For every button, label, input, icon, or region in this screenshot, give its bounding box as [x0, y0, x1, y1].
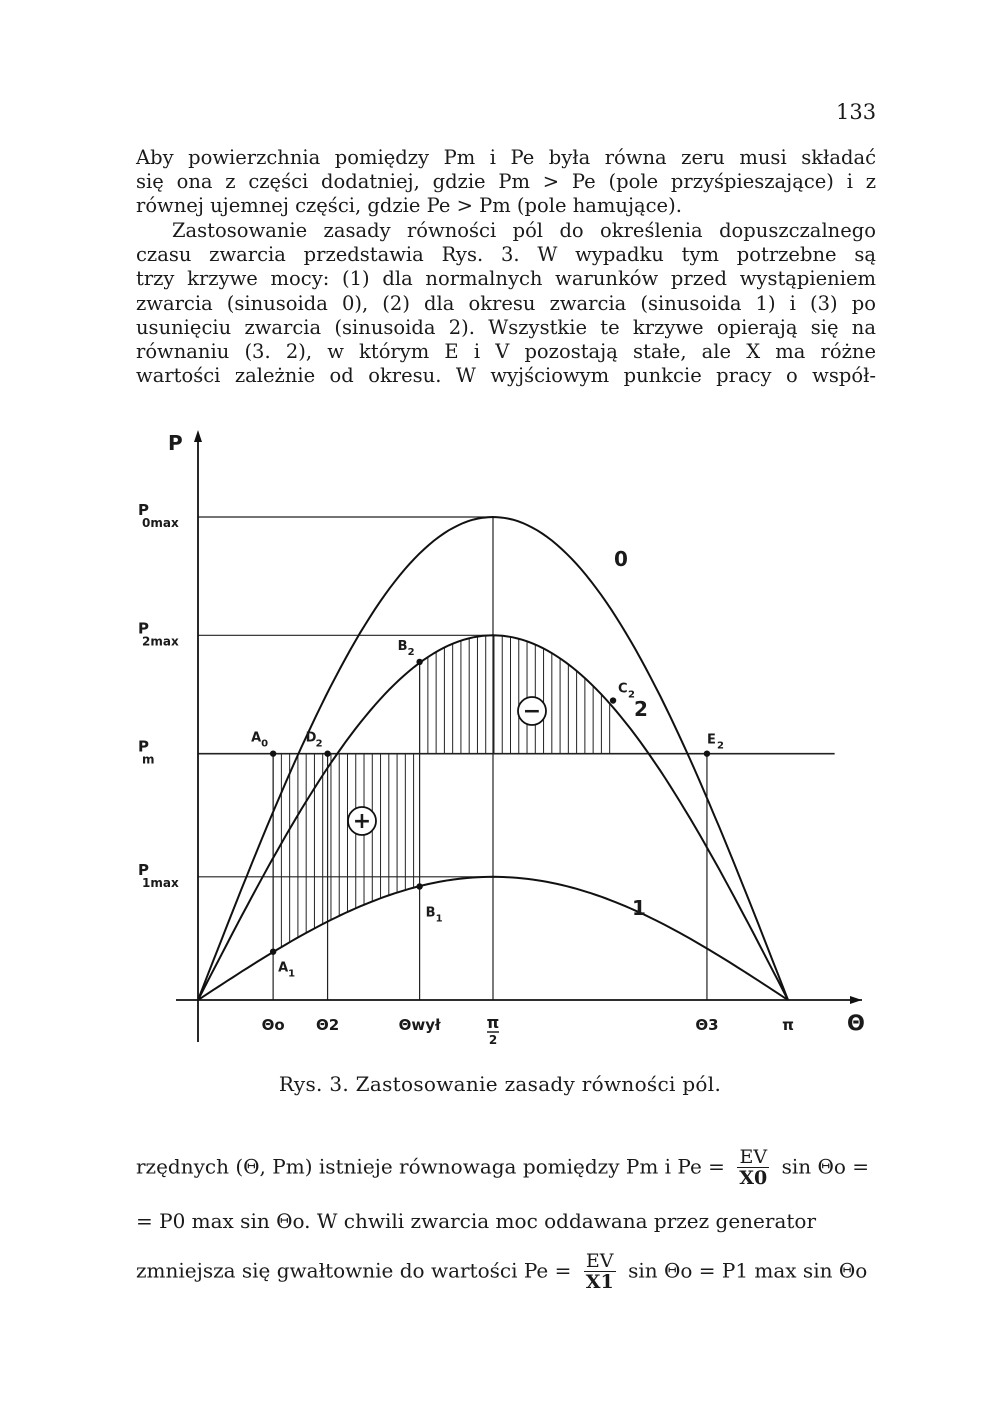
point-label-B1: B [425, 905, 436, 921]
point-label-A0: A [251, 730, 262, 746]
eq3-fraction [584, 1252, 616, 1292]
point-A1 [270, 949, 276, 955]
x-axis-arrow [850, 996, 862, 1004]
point-label-B2: B [397, 638, 408, 654]
hatched-areas [273, 635, 610, 952]
area-plus-sign: + [352, 809, 372, 834]
y-tick-2-sub: m [142, 752, 155, 767]
text-line: Zastosowanie zasady równości pól do określenia dopuszczalnego [172, 219, 876, 242]
text-line: się ona z części dodatniej, gdzie Pm > Pe (pole przyśpieszające) i z [136, 170, 876, 194]
x-tick-1: Θ2 [315, 1016, 340, 1034]
x-tick-2: Θwył [398, 1016, 441, 1034]
y-tick-2-base: P [138, 737, 149, 756]
y-tick-0-base: P [138, 501, 149, 519]
equation-line-2 [136, 1209, 876, 1233]
text-line: Aby powierzchnia pomiędzy Pm i Pe była równa zeru musi składać [136, 146, 876, 169]
eq1-tail: sin Θo = [781, 1154, 870, 1179]
x-tick-4: Θ3 [695, 1016, 719, 1034]
point-label-A1: A [278, 960, 289, 976]
point-A0 [270, 750, 276, 756]
eq1-numerator: EV [739, 1146, 768, 1168]
area-minus-sign: − [522, 699, 542, 724]
eq3-denominator: X1 [585, 1271, 614, 1293]
x-tick-pi-den: 2 [488, 1033, 498, 1047]
paragraph-1 [136, 146, 876, 219]
text-line: wartości zależnie od okresu. W wyjściowym punkcie pracy o współ- [136, 364, 876, 388]
chart-labels [138, 431, 865, 1047]
text-line: usunięciu zwarcia (sinusoida 2). Wszystkie te krzywe opierają się na [136, 315, 876, 339]
point-label-sub-E2: 2 [716, 740, 724, 752]
point-B2 [416, 659, 422, 665]
eq1-denominator: X0 [739, 1167, 768, 1189]
x-tick-pi-num: π [486, 1013, 500, 1032]
eq1-lead: rzędnych (Θ, Pm) istnieje równowaga pomiędzy Pm i Pe = [136, 1154, 725, 1179]
figure-caption: Rys. 3. Zastosowanie zasady równości pól. [278, 1072, 722, 1096]
y-tick-1-base: P [138, 619, 149, 638]
guide-lines [198, 517, 835, 1000]
point-label-sub-A0: 0 [261, 738, 269, 750]
y-tick-3-sub: 1max [142, 875, 179, 890]
text-line: równaniu (3. 2), w którym E i V pozostają stałe, ale X ma różne [136, 340, 876, 364]
point-label-D2: D [305, 730, 317, 746]
curve-label-1: 1 [632, 896, 646, 920]
eq1-fraction [737, 1148, 769, 1188]
point-C2 [610, 697, 616, 703]
point-D2 [324, 750, 330, 756]
text-line: równej ujemnej części, gdzie Pe > Pm (pole hamujące). [136, 194, 682, 218]
point-label-sub-C2: 2 [628, 689, 636, 701]
equal-area-criterion-chart [120, 420, 880, 1060]
page-number: 133 [836, 100, 877, 124]
text-line: czasu zwarcia przedstawia Rys. 3. W wypadku tym potrzebne są [136, 243, 876, 267]
point-label-C2: C [618, 681, 628, 697]
point-B1 [416, 883, 422, 889]
point-label-sub-B2: 2 [407, 646, 415, 658]
point-label-sub-B1: 1 [435, 913, 443, 925]
eq2-text: = P0 max sin Θo. W chwili zwarcia moc oddawana przez generator [136, 1209, 817, 1233]
curve-label-2: 2 [634, 697, 648, 721]
curve-label-0: 0 [614, 547, 628, 571]
y-tick-1-sub: 2max [142, 634, 179, 649]
point-label-sub-D2: 2 [315, 738, 323, 750]
y-tick-0-sub: 0max [142, 516, 179, 530]
y-tick-3-base: P [138, 860, 149, 879]
y-axis-label: P [168, 431, 183, 455]
text-line: trzy krzywe mocy: (1) dla normalnych warunków przed wystąpieniem [136, 267, 876, 291]
eq3-lead: zmniejsza się gwałtownie do wartości Pe = [136, 1258, 572, 1283]
eq3-numerator: EV [585, 1250, 614, 1272]
x-tick-0: Θo [261, 1016, 285, 1034]
point-E2 [704, 750, 710, 756]
point-label-E2: E [706, 732, 716, 748]
y-axis-arrow [194, 430, 202, 442]
x-tick-5: π [782, 1016, 794, 1034]
text-line: zwarcia (sinusoida 0), (2) dla okresu zwarcia (sinusoida 1) i (3) po [136, 291, 876, 315]
x-axis-label: Θ [847, 1011, 865, 1035]
equation-line-3 [136, 1252, 876, 1292]
point-label-sub-A1: 1 [288, 968, 296, 980]
paragraph-2 [136, 219, 876, 388]
eq3-tail: sin Θo = P1 max sin Θo [628, 1258, 868, 1283]
equation-line-1 [136, 1148, 876, 1188]
